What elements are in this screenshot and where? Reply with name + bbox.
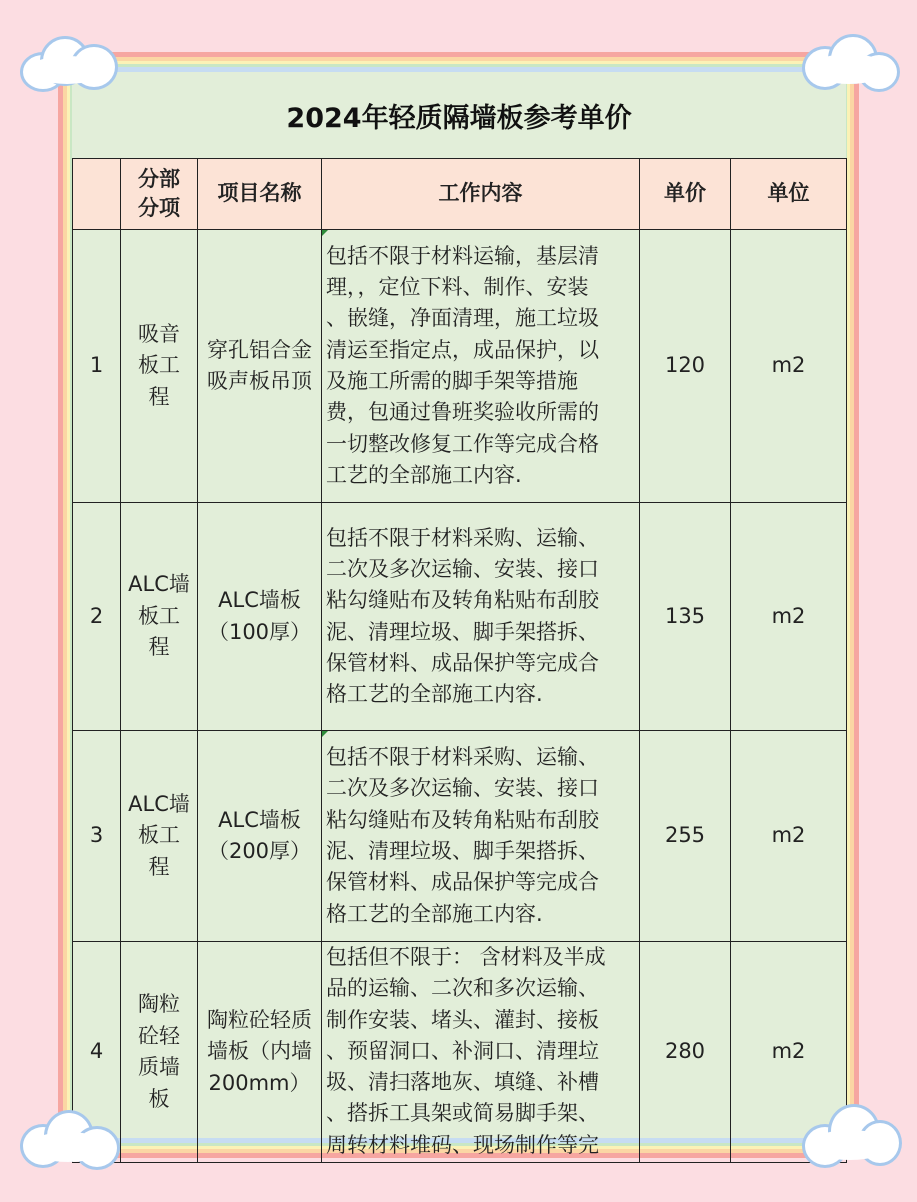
header-work-content: 工作内容 bbox=[322, 159, 640, 230]
row-item-name: ALC墙板 （100厚） bbox=[198, 503, 322, 731]
row-item-name: 陶粒砼轻质 墙板（内墙 200mm） bbox=[198, 942, 322, 1163]
price-table bbox=[72, 158, 847, 1163]
table-header-row bbox=[73, 159, 847, 230]
cloud-icon bbox=[18, 1108, 118, 1170]
row-work-content bbox=[322, 942, 640, 1163]
header-unit-price: 单价 bbox=[640, 159, 731, 230]
row-category: ALC墙 板工 程 bbox=[121, 503, 198, 731]
row-work-content-text: 包括但不限于： 含材料及半成 品的运输、二次和多次运输、 制作安装、堵头、灌封、接板 、预留洞口、补洞口、清理垃 圾、清扫落地灰、填缝、补槽 、搭拆工具架或简易脚手架、 周转材料堆码、现场制作等完 bbox=[326, 945, 606, 1157]
row-item-name: ALC墙板 （200厚） bbox=[198, 731, 322, 942]
cloud-icon bbox=[800, 1102, 900, 1168]
row-unit-price: 120 bbox=[640, 230, 731, 503]
row-number: 1 bbox=[73, 230, 121, 503]
row-number: 4 bbox=[73, 942, 121, 1163]
row-item-name: 穿孔铝合金 吸声板吊顶 bbox=[198, 230, 322, 503]
row-work-content-text: 包括不限于材料运输，基层清 理，，定位下料、制作、安装 、嵌缝，净面清理，施工垃圾 清运至指定点，成品保护，以 及施工所需的脚手架等措施 费，包通过鲁班奖验收所需的 一切整改修复工作等完成合格 工艺的全部施工内容. bbox=[326, 243, 599, 487]
document-title: 2024年轻质隔墙板参考单价 bbox=[286, 102, 632, 134]
row-unit: m2 bbox=[731, 503, 847, 731]
row-unit: m2 bbox=[731, 731, 847, 942]
row-work-content bbox=[322, 731, 640, 942]
comment-marker-icon bbox=[322, 230, 328, 236]
row-unit: m2 bbox=[731, 230, 847, 503]
row-unit: m2 bbox=[731, 942, 847, 1163]
table-row bbox=[73, 503, 847, 731]
header-index bbox=[73, 159, 121, 230]
table-row bbox=[73, 942, 847, 1163]
row-unit-price: 135 bbox=[640, 503, 731, 731]
row-number: 3 bbox=[73, 731, 121, 942]
row-work-content-text: 包括不限于材料采购、运输、 二次及多次运输、安装、接口 粘勾缝贴布及转角粘贴布刮胶 泥、清理垃圾、脚手架搭拆、 保管材料、成品保护等完成合 格工艺的全部施工内容. bbox=[326, 525, 599, 707]
row-number: 2 bbox=[73, 503, 121, 731]
table-row bbox=[73, 230, 847, 503]
row-work-content-text: 包括不限于材料采购、运输、 二次及多次运输、安装、接口 粘勾缝贴布及转角粘贴布刮胶 泥、清理垃圾、脚手架搭拆、 保管材料、成品保护等完成合 格工艺的全部施工内容. bbox=[326, 745, 599, 926]
row-category: 吸音 板工 程 bbox=[121, 230, 198, 503]
row-unit-price: 280 bbox=[640, 942, 731, 1163]
cloud-icon bbox=[800, 32, 900, 92]
row-unit-price: 255 bbox=[640, 731, 731, 942]
comment-marker-icon bbox=[322, 731, 328, 737]
cloud-icon bbox=[18, 32, 118, 92]
row-category: ALC墙 板工 程 bbox=[121, 731, 198, 942]
row-category: 陶粒 砼轻 质墙 板 bbox=[121, 942, 198, 1163]
header-item-name: 项目名称 bbox=[198, 159, 322, 230]
header-unit: 单位 bbox=[731, 159, 847, 230]
header-category: 分部 分项 bbox=[121, 159, 198, 230]
table-row bbox=[73, 731, 847, 942]
row-work-content bbox=[322, 503, 640, 731]
price-sheet bbox=[72, 72, 846, 1157]
row-work-content bbox=[322, 230, 640, 503]
